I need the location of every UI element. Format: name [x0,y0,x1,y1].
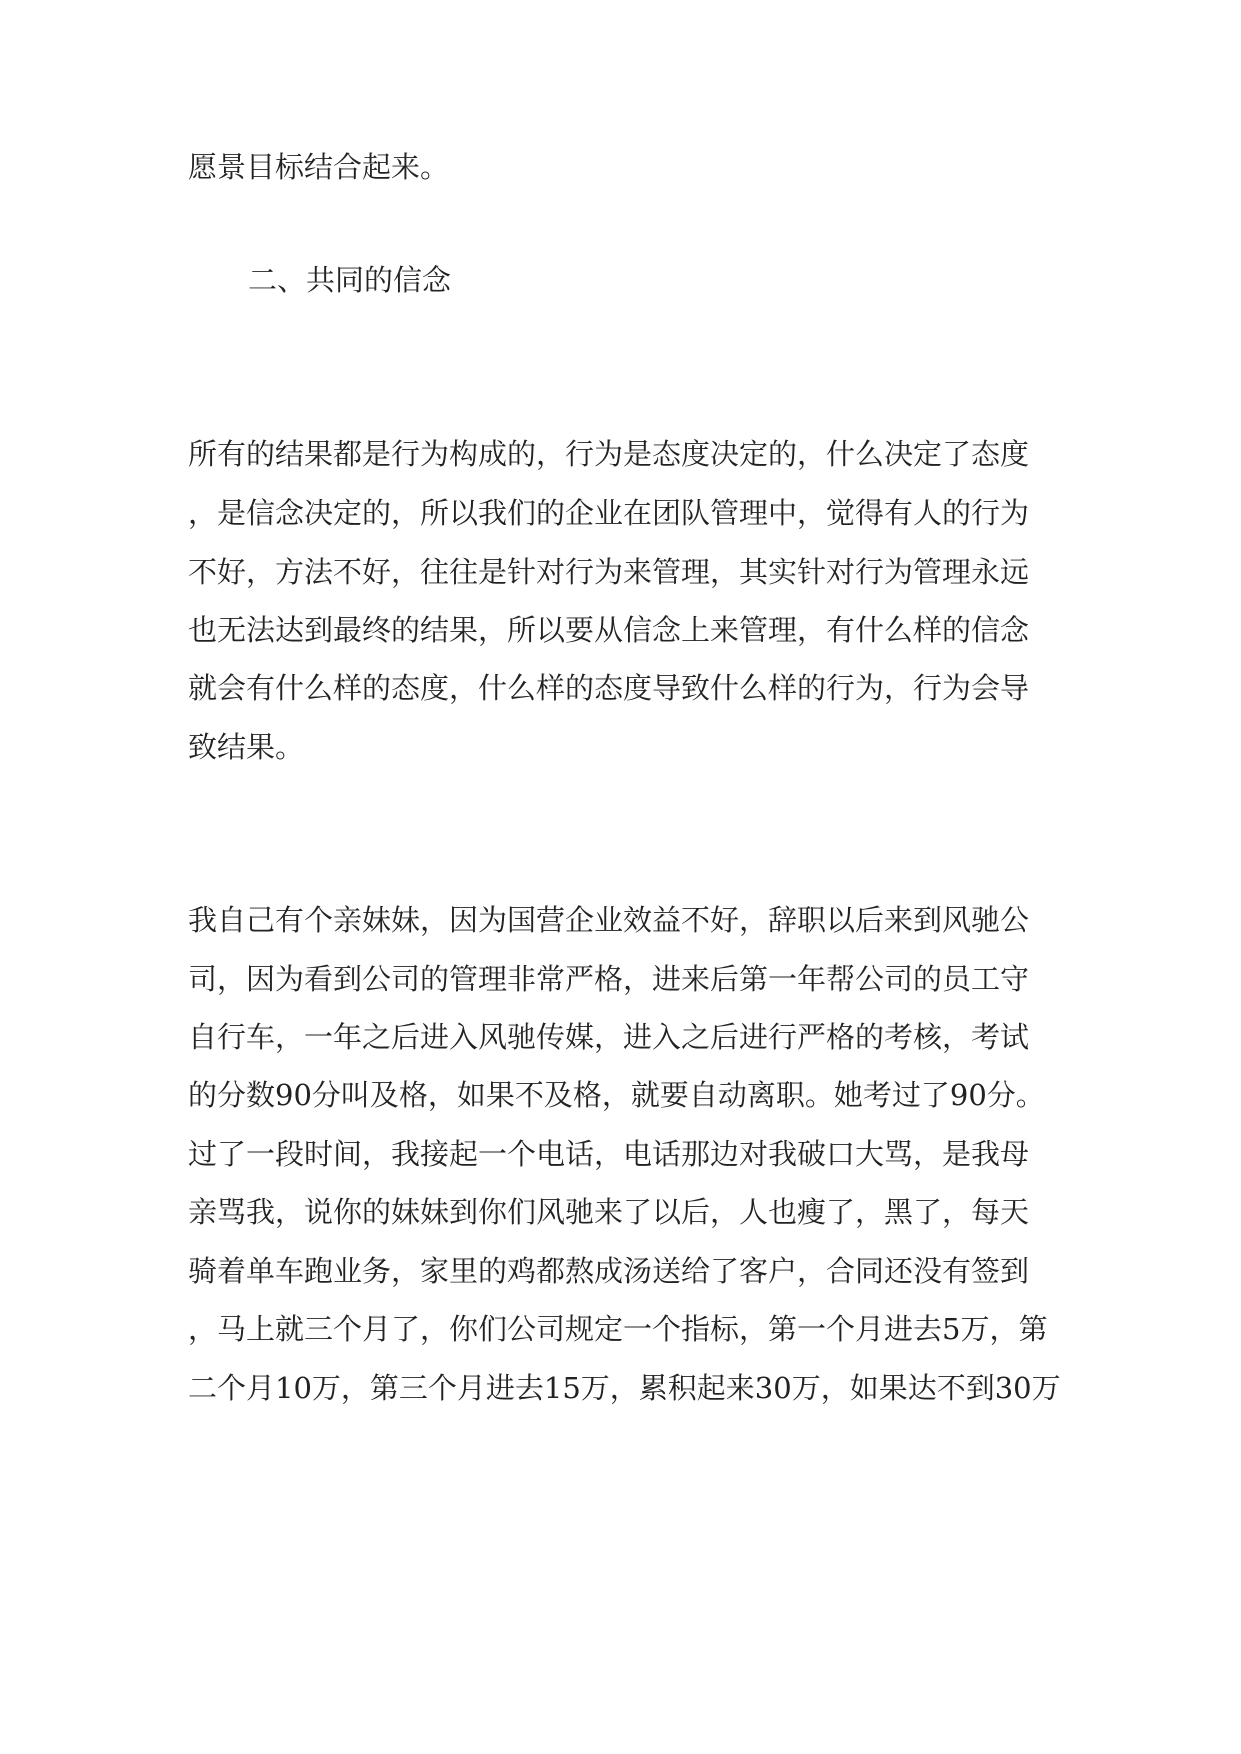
paragraph-line: 司，因为看到公司的管理非常严格，进来后第一年帮公司的员工守 [188,962,1030,996]
paragraph-line: 也无法达到最终的结果，所以要从信念上来管理，有什么样的信念 [188,613,1030,647]
paragraph-line: 我自己有个亲妹妹，因为国营企业效益不好，辞职以后来到风驰公 [188,903,1030,937]
paragraph-fragment-line: 愿景目标结合起来。 [188,150,450,184]
paragraph-line: ，是信念决定的，所以我们的企业在团队管理中，觉得有人的行为 [188,496,1030,530]
section-heading: 二、共同的信念 [248,263,452,297]
paragraph-line: 就会有什么样的态度，什么样的态度导致什么样的行为，行为会导 [188,671,1030,705]
paragraph-line: 不好，方法不好，往往是针对行为来管理，其实针对行为管理永远 [188,555,1030,589]
paragraph-line: 过了一段时间，我接起一个电话，电话那边对我破口大骂，是我母 [188,1137,1030,1171]
paragraph-line: 所有的结果都是行为构成的，行为是态度决定的，什么决定了态度 [188,437,1030,471]
paragraph-line: ，马上就三个月了，你们公司规定一个指标，第一个月进去5万，第 [188,1312,1048,1346]
paragraph-line: 亲骂我，说你的妹妹到你们风驰来了以后，人也瘦了，黑了，每天 [188,1195,1030,1229]
paragraph-line: 二个月10万，第三个月进去15万，累积起来30万，如果达不到30万 [188,1371,1061,1405]
paragraph-line: 致结果。 [188,730,305,764]
paragraph-line: 的分数90分叫及格，如果不及格，就要自动离职。她考过了90分。 [188,1078,1045,1112]
paragraph-line: 骑着单车跑业务，家里的鸡都熬成汤送给了客户，合同还没有签到 [188,1254,1030,1288]
paragraph-line: 自行车，一年之后进入风驰传媒，进入之后进行严格的考核，考试 [188,1020,1030,1054]
